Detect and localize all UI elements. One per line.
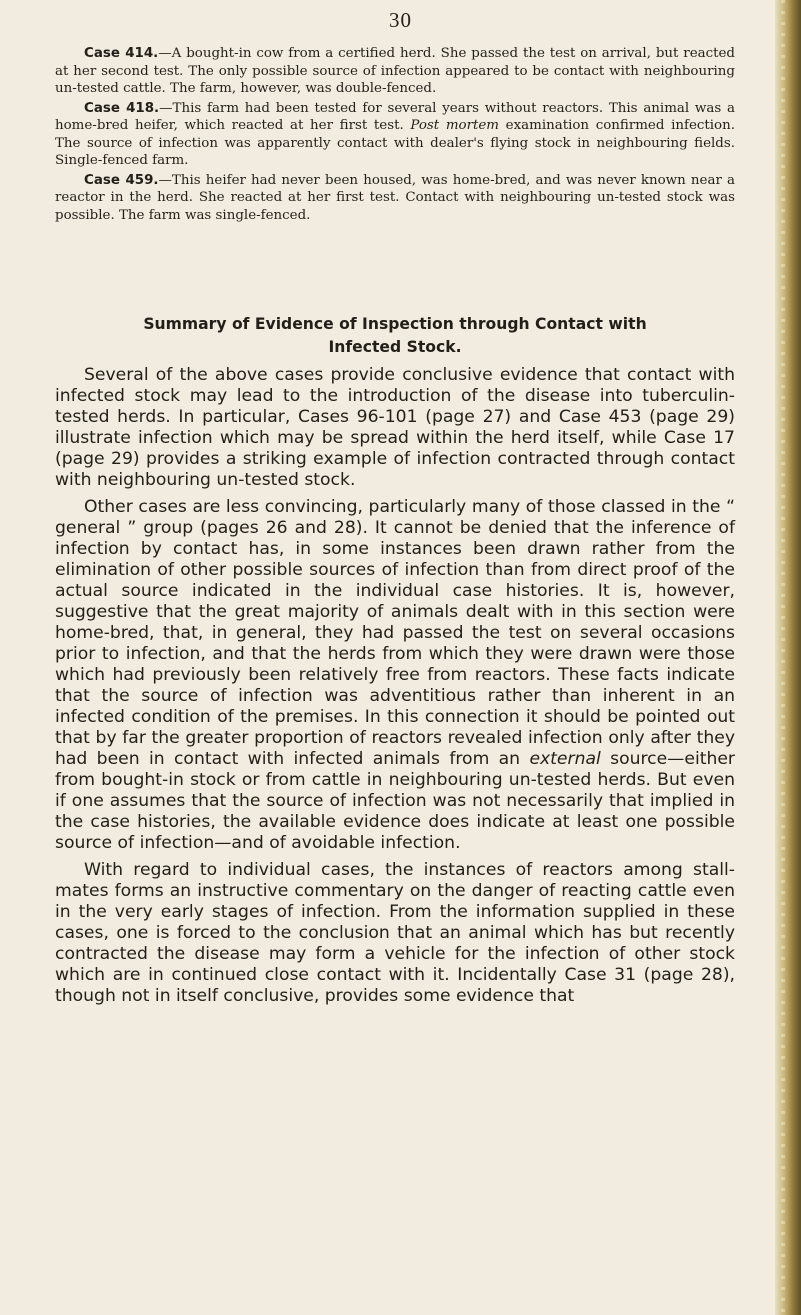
case-label: Case 418. bbox=[84, 100, 160, 116]
summary-text: source—either from bought-in stock or from cattle in neighbouring un-tested herds. But even if one assumes that the source of infection was not necessarily that implied in the case histories, the available evidence does indicate at least one possible source of infection—and of avoidable infection. bbox=[55, 749, 735, 853]
summary-text: Other cases are less convincing, particularly many of those classed in the “ general ” group (pages 26 and 28). It cannot be denied that the inference of infection by contact has, in some instances been drawn rather from the elimination of other possible sources of infection than from direct proof of the actual source indicated in the individual case histories. It is, however, suggestive that the great majority of animals dealt with in this section were home-bred, that, in general, they had passed the test on several occasions prior to infection, and that the herds from which they were drawn were those which had previously been relatively free from reactors. These facts indicate that the source of infection was adventitious rather than inherent in an infected condition of the premises. In this connection it should be pointed out that by far the greater proportion of reactors revealed infection only after they had been in contact with infected animals from an bbox=[55, 497, 735, 769]
summary-heading bbox=[55, 313, 735, 359]
case-list bbox=[55, 45, 735, 226]
summary-paragraph: With regard to individual cases, the instances of reactors among stall-mates forms an instructive commentary on the danger of reacting cattle even in the very early stages of infection. From the information supplied in these cases, one is forced to the conclusion that an animal which has but recently contracted the disease may form a vehicle for the infection of other stock which are in continued close contact with it. Incidentally Case 31 (page 28), though not in itself conclusive, provides some evidence that bbox=[55, 860, 735, 1006]
summary-text-italic: external bbox=[529, 749, 601, 769]
case-text: examination confirmed infection. The source of infection was apparently contact with dealer's flying stock in neighbouring fields. Single-fenced farm. bbox=[55, 118, 735, 168]
case-text: —This heifer had never been housed, was home-bred, and was never known near a reactor in the herd. She reacted at her first test. Contact with neighbouring un-tested stock was possible. The farm was single-fenced. bbox=[55, 172, 736, 223]
summary-heading-line: Infected Stock. bbox=[328, 338, 462, 356]
case-paragraph bbox=[55, 100, 735, 170]
summary-paragraph: Several of the above cases provide conclusive evidence that contact with infected stock may lead to the introduction of the disease into tuberculin-tested herds. In particular, Cases 96-101 (page 27) and Case 453 (page 29) illustrate infection which may be spread within the herd itself, while Case 17 (page 29) provides a striking example of infection contracted through contact with neighbouring un-tested stock. bbox=[55, 365, 735, 490]
case-text: —A bought-in cow from a certified herd. She passed the test on arrival, but reacted at her second test. The only possible source of infection appeared to be contact with neighbouring un-tested cattle. The farm, however, was double-fenced. bbox=[55, 46, 735, 96]
case-paragraph bbox=[55, 45, 735, 98]
summary-heading-line: Summary of Evidence of Inspection through Contact with bbox=[143, 315, 647, 333]
case-label: Case 414. bbox=[84, 46, 159, 61]
case-text-italic: Post mortem bbox=[410, 118, 499, 133]
case-label: Case 459. bbox=[84, 172, 159, 188]
summary-paragraph bbox=[55, 497, 735, 854]
case-text: —This farm had been tested for several years without reactors. This animal was a home-bred heifer, which reacted at her first test. bbox=[55, 100, 735, 133]
case-paragraph bbox=[55, 172, 735, 225]
page-number: 30 bbox=[389, 8, 412, 32]
summary-body bbox=[55, 365, 735, 1013]
page-edge-binding bbox=[775, 0, 801, 1315]
